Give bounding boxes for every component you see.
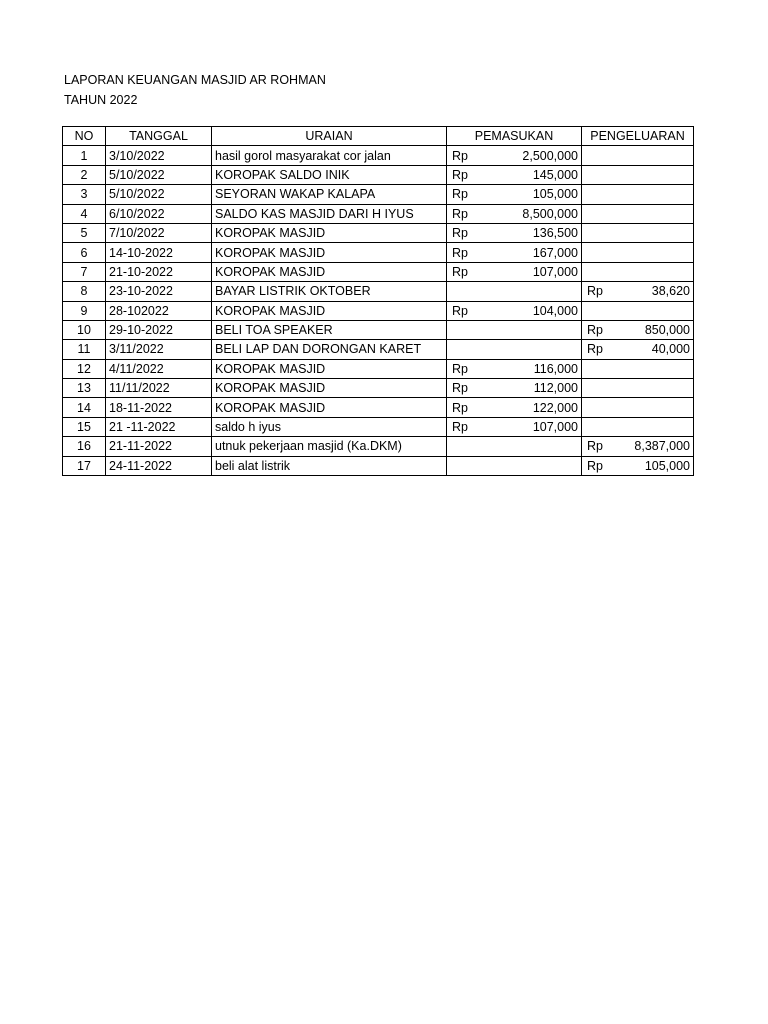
cell-income <box>447 146 582 165</box>
cell-date: 24-11-2022 <box>106 456 212 475</box>
cell-income-value <box>450 244 578 262</box>
cell-expense <box>582 223 694 242</box>
report-header <box>64 70 326 110</box>
cell-income <box>447 282 582 301</box>
cell-description: BELI TOA SPEAKER <box>212 320 447 339</box>
cell-no: 4 <box>63 204 106 223</box>
cell-description: beli alat listrik <box>212 456 447 475</box>
cell-no: 13 <box>63 379 106 398</box>
currency-symbol: Rp <box>452 148 468 163</box>
finance-table-head <box>63 127 694 146</box>
cell-expense <box>582 359 694 378</box>
cell-description: utnuk pekerjaan masjid (Ka.DKM) <box>212 437 447 456</box>
header-row <box>63 127 694 146</box>
cell-date: 3/11/2022 <box>106 340 212 359</box>
cell-no: 10 <box>63 320 106 339</box>
cell-income <box>447 437 582 456</box>
cell-income-value <box>450 205 578 223</box>
cell-date: 21 -11-2022 <box>106 417 212 436</box>
header-date: TANGGAL <box>106 127 212 146</box>
cell-income-value <box>450 302 578 320</box>
cell-expense <box>582 379 694 398</box>
currency-symbol: Rp <box>452 187 468 202</box>
table-row <box>63 165 694 184</box>
table-row <box>63 282 694 301</box>
currency-symbol: Rp <box>452 226 468 241</box>
table-row <box>63 204 694 223</box>
cell-no: 8 <box>63 282 106 301</box>
amount: 105,000 <box>644 458 690 473</box>
cell-income <box>447 204 582 223</box>
cell-income-value <box>450 360 578 378</box>
cell-income-value <box>450 224 578 242</box>
header-no: NO <box>63 127 106 146</box>
report-year: TAHUN 2022 <box>64 93 138 107</box>
table-row <box>63 379 694 398</box>
cell-income <box>447 379 582 398</box>
currency-symbol: Rp <box>452 361 468 376</box>
amount: 104,000 <box>532 303 578 318</box>
currency-symbol: Rp <box>587 439 603 454</box>
cell-date: 3/10/2022 <box>106 146 212 165</box>
cell-income-value <box>450 379 578 397</box>
cell-date: 6/10/2022 <box>106 204 212 223</box>
cell-expense <box>582 340 694 359</box>
table-row <box>63 146 694 165</box>
cell-expense <box>582 437 694 456</box>
header-description: URAIAN <box>212 127 447 146</box>
cell-description: hasil gorol masyarakat cor jalan <box>212 146 447 165</box>
cell-income <box>447 243 582 262</box>
amount: 116,000 <box>533 361 578 376</box>
cell-expense <box>582 320 694 339</box>
table-row <box>63 437 694 456</box>
cell-expense-value <box>585 457 690 475</box>
cell-income <box>447 165 582 184</box>
cell-expense-value <box>585 437 690 455</box>
cell-expense <box>582 398 694 417</box>
table-row <box>63 359 694 378</box>
finance-table <box>62 126 694 476</box>
cell-date: 7/10/2022 <box>106 223 212 242</box>
table-row <box>63 417 694 436</box>
cell-expense-value <box>585 321 690 339</box>
cell-no: 9 <box>63 301 106 320</box>
finance-table-body <box>63 146 694 476</box>
cell-description: KOROPAK MASJID <box>212 398 447 417</box>
cell-description: BAYAR LISTRIK OKTOBER <box>212 282 447 301</box>
cell-income <box>447 320 582 339</box>
cell-date: 29-10-2022 <box>106 320 212 339</box>
table-row <box>63 262 694 281</box>
cell-description: KOROPAK MASJID <box>212 223 447 242</box>
table-row <box>63 301 694 320</box>
cell-no: 7 <box>63 262 106 281</box>
cell-expense <box>582 282 694 301</box>
cell-income-value <box>450 263 578 281</box>
cell-expense <box>582 185 694 204</box>
cell-expense <box>582 243 694 262</box>
cell-no: 16 <box>63 437 106 456</box>
amount: 8,500,000 <box>522 206 578 221</box>
cell-expense <box>582 301 694 320</box>
cell-description: KOROPAK MASJID <box>212 243 447 262</box>
header-income: PEMASUKAN <box>447 127 582 146</box>
cell-income <box>447 398 582 417</box>
cell-income <box>447 340 582 359</box>
cell-no: 6 <box>63 243 106 262</box>
cell-description: KOROPAK MASJID <box>212 359 447 378</box>
amount: 8,387,000 <box>634 439 690 454</box>
cell-date: 21-11-2022 <box>106 437 212 456</box>
cell-income <box>447 417 582 436</box>
cell-date: 4/11/2022 <box>106 359 212 378</box>
cell-income-value <box>450 185 578 203</box>
table-row <box>63 223 694 242</box>
cell-description: SALDO KAS MASJID DARI H IYUS <box>212 204 447 223</box>
cell-no: 2 <box>63 165 106 184</box>
cell-income-value <box>450 147 578 165</box>
cell-expense <box>582 262 694 281</box>
cell-expense <box>582 204 694 223</box>
cell-expense <box>582 146 694 165</box>
amount: 38,620 <box>651 284 690 299</box>
currency-symbol: Rp <box>452 400 468 415</box>
cell-no: 11 <box>63 340 106 359</box>
amount: 122,000 <box>532 400 578 415</box>
cell-income <box>447 185 582 204</box>
currency-symbol: Rp <box>452 245 468 260</box>
cell-income <box>447 262 582 281</box>
cell-no: 15 <box>63 417 106 436</box>
cell-expense <box>582 456 694 475</box>
cell-income <box>447 359 582 378</box>
amount: 850,000 <box>644 323 690 338</box>
header-expense: PENGELUARAN <box>582 127 694 146</box>
amount: 40,000 <box>651 342 690 357</box>
amount: 136,500 <box>532 226 578 241</box>
cell-date: 18-11-2022 <box>106 398 212 417</box>
cell-date: 21-10-2022 <box>106 262 212 281</box>
table-row <box>63 243 694 262</box>
cell-description: KOROPAK MASJID <box>212 301 447 320</box>
cell-expense <box>582 165 694 184</box>
cell-date: 14-10-2022 <box>106 243 212 262</box>
cell-description: KOROPAK SALDO INIK <box>212 165 447 184</box>
amount: 105,000 <box>532 187 578 202</box>
table-row <box>63 340 694 359</box>
currency-symbol: Rp <box>452 420 468 435</box>
cell-date: 23-10-2022 <box>106 282 212 301</box>
cell-date: 11/11/2022 <box>106 379 212 398</box>
cell-expense <box>582 417 694 436</box>
cell-date: 28-102022 <box>106 301 212 320</box>
cell-expense-value <box>585 340 690 358</box>
cell-description: saldo h iyus <box>212 417 447 436</box>
currency-symbol: Rp <box>587 284 603 299</box>
amount: 107,000 <box>532 264 578 279</box>
currency-symbol: Rp <box>452 206 468 221</box>
cell-date: 5/10/2022 <box>106 185 212 204</box>
cell-no: 5 <box>63 223 106 242</box>
cell-income-value <box>450 399 578 417</box>
cell-no: 14 <box>63 398 106 417</box>
cell-income-value <box>450 166 578 184</box>
table-row <box>63 320 694 339</box>
report-title: LAPORAN KEUANGAN MASJID AR ROHMAN <box>64 73 326 87</box>
cell-description: BELI LAP DAN DORONGAN KARET <box>212 340 447 359</box>
cell-no: 17 <box>63 456 106 475</box>
cell-income <box>447 456 582 475</box>
currency-symbol: Rp <box>452 167 468 182</box>
amount: 112,000 <box>533 381 578 396</box>
currency-symbol: Rp <box>587 323 603 338</box>
amount: 107,000 <box>532 420 578 435</box>
cell-income-value <box>450 418 578 436</box>
cell-description: KOROPAK MASJID <box>212 262 447 281</box>
amount: 167,000 <box>532 245 578 260</box>
cell-expense-value <box>585 282 690 300</box>
cell-description: KOROPAK MASJID <box>212 379 447 398</box>
currency-symbol: Rp <box>587 458 603 473</box>
cell-no: 3 <box>63 185 106 204</box>
currency-symbol: Rp <box>452 303 468 318</box>
currency-symbol: Rp <box>452 264 468 279</box>
amount: 145,000 <box>532 167 578 182</box>
currency-symbol: Rp <box>587 342 603 357</box>
table-row <box>63 185 694 204</box>
cell-no: 1 <box>63 146 106 165</box>
cell-date: 5/10/2022 <box>106 165 212 184</box>
cell-income <box>447 301 582 320</box>
table-row <box>63 456 694 475</box>
currency-symbol: Rp <box>452 381 468 396</box>
cell-income <box>447 223 582 242</box>
amount: 2,500,000 <box>522 148 578 163</box>
cell-description: SEYORAN WAKAP KALAPA <box>212 185 447 204</box>
table-row <box>63 398 694 417</box>
cell-no: 12 <box>63 359 106 378</box>
